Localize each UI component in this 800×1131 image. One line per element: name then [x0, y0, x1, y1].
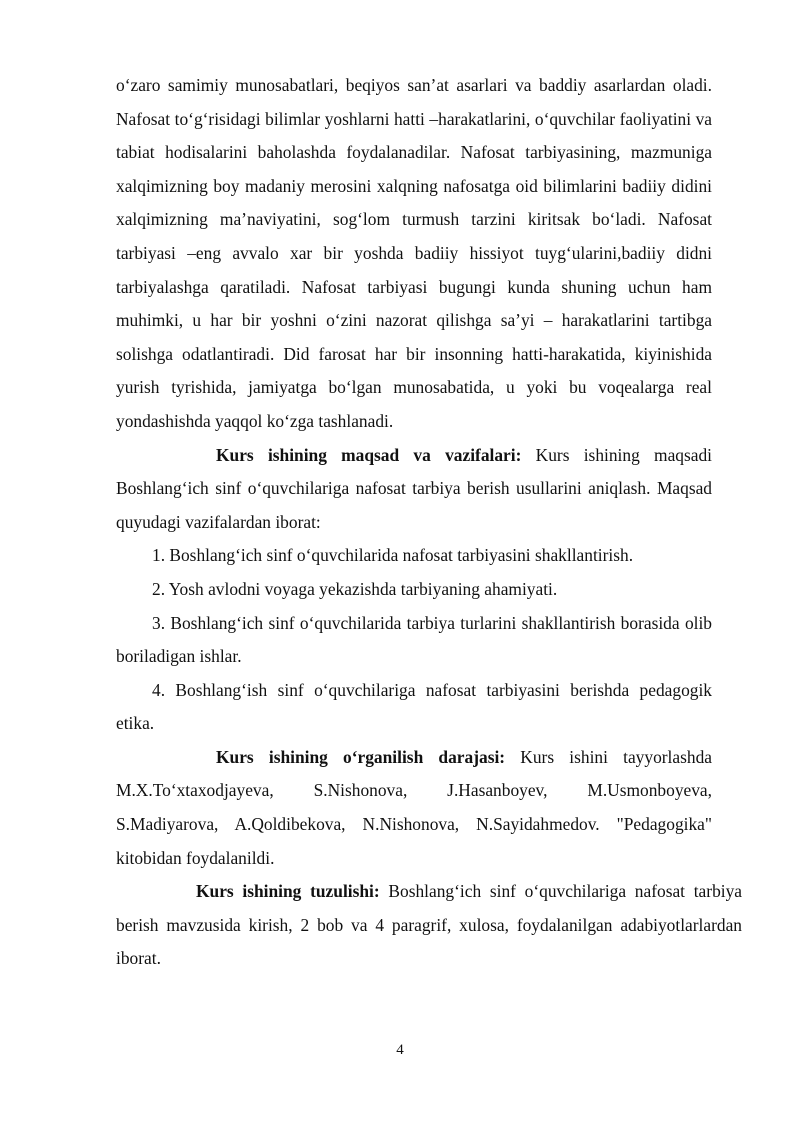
- structure-text: Boshlang‘ich sinf o‘quvchilariga nafosat tarbiya berish mavzusida kirish, 2 bob va 4 paragrif, xulosa, foydalanilgan adabiyotlarlardan iborat.: [116, 881, 743, 969]
- goals-paragraph: [116, 439, 712, 540]
- study-heading: Kurs ishining o‘rganilish darajasi:: [216, 746, 506, 767]
- intro-paragraph: o‘zaro samimiy munosabatlari, beqiyos san’at asarlari va baddiy asarlardan oladi. Nafosat to‘g‘risidagi bilimlar yoshlarni hatti –harakatlarini, o‘quvchilar faoliyatini va tabiat hodisalarini baholashda foydalanadilar. Nafosat tarbiyasining, mazmuniga xalqimizning boy madaniy merosini xalqning nafosatga oid bilimlarini badiiy didini xalqimizning ma’naviyatini, sog‘lom turmush tarzini kiritsak bo‘ladi. Nafosat tarbiyasi –eng avvalo xar bir yoshda badiiy hissiyot tuyg‘ularini,badiiy didni tarbiyalashga qaratiladi. Nafosat tarbiyasi bugungi kunda shuning uchun ham muhimki, u har bir yoshni o‘zini nazorat qilishga sa’yi – harakatlarini tartibga solishga odatlantiradi. Did farosat har bir insonning hatti-harakatida, kiyinishida yurish tyrishida, jamiyatga bo‘lgan munosabatida, u yoki bu voqealarga real yondashishda yaqqol ko‘zga tashlanadi.: [116, 75, 712, 431]
- study-text: Kurs ishini tayyorlashda M.X.To‘xtaxodjayeva, S.Nishonova, J.Hasanboyev, M.Usmonboyeva, S.Madiyarova, A.Qoldibekova, N.Nishonova, N.Sayidahmedov. "Pedagogika" kitobidan foydalanildi.: [116, 746, 712, 868]
- page-number: 4: [396, 1042, 404, 1058]
- task-item-2: 2. Yosh avlodni voyaga yekazishda tarbiyaning ahamiyati.: [152, 578, 558, 599]
- study-paragraph: [116, 741, 712, 875]
- document-page: [116, 69, 743, 976]
- goals-heading: Kurs ishining maqsad va vazifalari:: [216, 444, 522, 465]
- task-item-4: 4. Boshlang‘ish sinf o‘quvchilariga nafosat tarbiyasini berishda pedagogik etika.: [116, 679, 712, 734]
- task-item-1: 1. Boshlang‘ich sinf o‘quvchilarida nafosat tarbiyasini shakllantirish.: [152, 545, 634, 566]
- goals-text: Kurs ishining maqsadi Boshlang‘ich sinf o‘quvchilariga nafosat tarbiya berish usullarini aniqlash. Maqsad quyudagi vazifalardan iborat:: [116, 444, 712, 532]
- structure-heading: Kurs ishining tuzulishi:: [196, 881, 380, 902]
- structure-paragraph: [116, 875, 742, 976]
- task-item-3: 3. Boshlang‘ich sinf o‘quvchilarida tarbiya turlarini shakllantirish borasida olib boriladigan ishlar.: [116, 612, 712, 667]
